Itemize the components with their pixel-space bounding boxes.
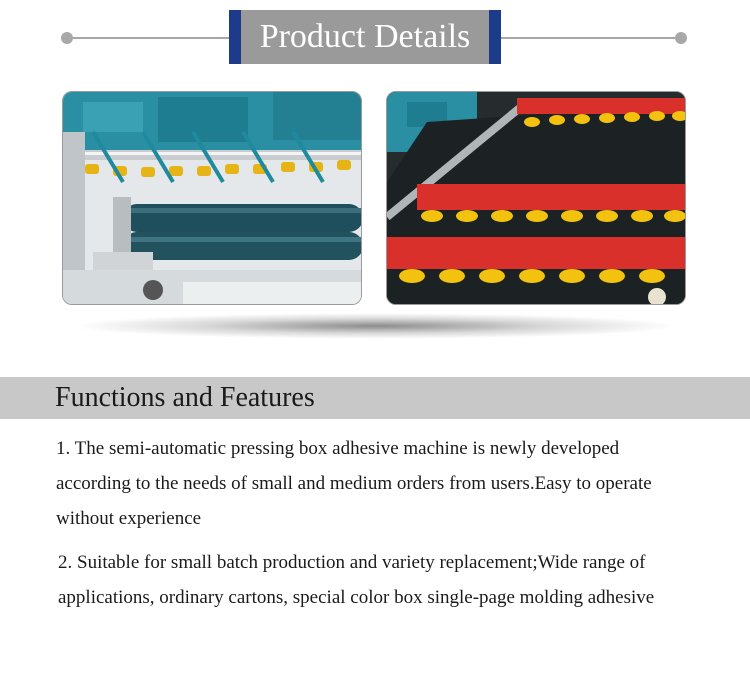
photo-machine-rollers — [62, 91, 362, 305]
section-header-band — [0, 377, 750, 419]
header-accent-left — [229, 10, 241, 64]
photo-shadow — [70, 313, 680, 339]
section-title: Functions and Features — [55, 382, 315, 413]
page-title: Product Details — [259, 18, 471, 55]
feature-paragraph-1: 1. The semi-automatic pressing box adhesive machine is newly developed according to the needs of small and medium orders from users.Easy to operate without experience — [56, 438, 652, 529]
photo-red-conveyor — [386, 91, 686, 305]
header-dot-left — [61, 32, 73, 44]
header-line-left — [67, 37, 229, 39]
header-accent-right — [489, 10, 501, 64]
header-title-box — [229, 10, 501, 64]
feature-paragraph-2: 2. Suitable for small batch production and variety replacement;Wide range of applications, ordinary cartons, special color box single-page molding adhesive — [58, 552, 655, 608]
header-dot-right — [675, 32, 687, 44]
header-line-right — [501, 37, 681, 39]
